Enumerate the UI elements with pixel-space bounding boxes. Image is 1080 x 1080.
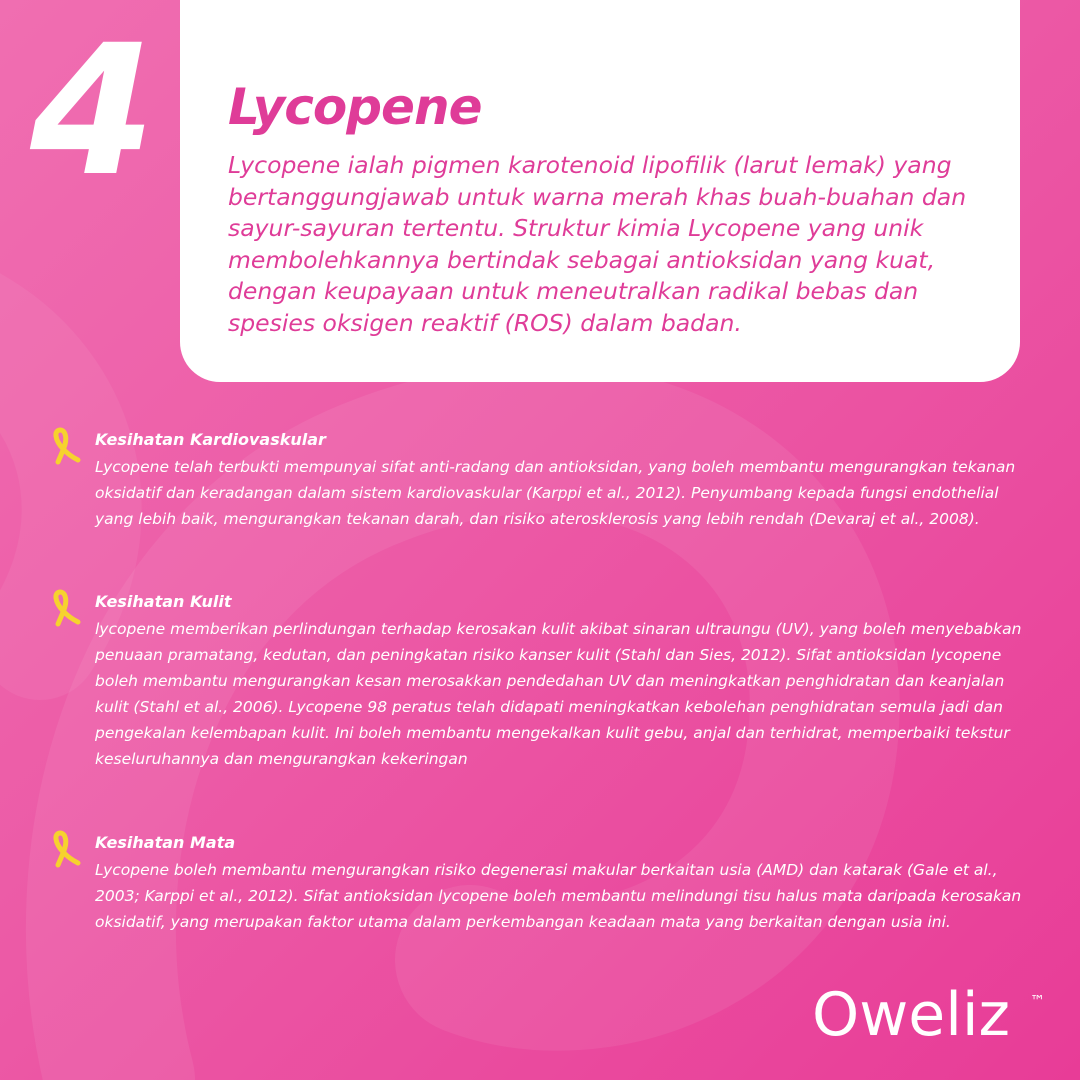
section-text: Lycopene boleh membantu mengurangkan risiko degenerasi makular berkaitan usia (AMD) dan katarak (Gale et al., 2003; Karppi et al., 2012). Sifat antioksidan lycopene boleh membantu melindungi tisu halus mata daripada kerosakan oksidatif, yang merupakan faktor utama dalam perkembangan keadaan mata yang berkaitan dengan usia ini. [95,861,1022,931]
brand-logo: Oweliz [812,980,1011,1050]
step-number: 4 [30,7,152,216]
ribbon-icon [38,424,86,468]
section-text: Lycopene telah terbukti mempunyai sifat anti-radang dan antioksidan, yang boleh membantu mengurangkan tekanan oksidatif dan keradangan dalam sistem kardiovaskular (Karppi et al., 2012). Penyumbang kepada fungsi endothelial yang lebih baik, mengurangkan tekanan darah, dan risiko aterosklerosis yang lebih rendah (Devaraj et al., 2008). [95,458,1016,528]
intro-description: Lycopene ialah pigmen karotenoid lipofilik (larut lemak) yang bertanggungjawab untuk warna merah khas buah-buahan dan sayur-sayuran tertentu. Struktur kimia Lycopene yang unik membolehkannya bertindak sebagai antioksidan yang kuat, dengan keupayaan untuk meneutralkan radikal bebas dan spesies oksigen reaktif (ROS) dalam badan. [228,151,967,337]
trademark-symbol: ™ [1030,992,1045,1010]
section-text: lycopene memberikan perlindungan terhadap kerosakan kulit akibat sinaran ultraungu (UV), yang boleh menyebabkan penuaan pramatang, kedutan, dan peningkatan risiko kanser kulit (Stahl dan Sies, 2012). Sifat antioksidan lycopene boleh membantu mengurangkan kesan merosakkan pendedahan UV dan meningkatkan penghidratan dan keanjalan kulit (Stahl et al., 2006). Lycopene 98 peratus telah didapati meningkatkan kebolehan penghidratan semula jadi dan pengekalan kelembapan kulit. Ini boleh membantu mengekalkan kulit gebu, anjal dan terhidrat, memperbaiki tekstur keseluruhannya dan mengurangkan kekeringan [95,620,1022,768]
page-title: Lycopene [228,78,482,136]
ribbon-icon [38,827,86,871]
ribbon-icon [38,586,86,630]
section-heading: Kesihatan Mata [95,833,236,852]
section-heading: Kesihatan Kulit [95,592,232,611]
section-heading: Kesihatan Kardiovaskular [95,430,326,449]
